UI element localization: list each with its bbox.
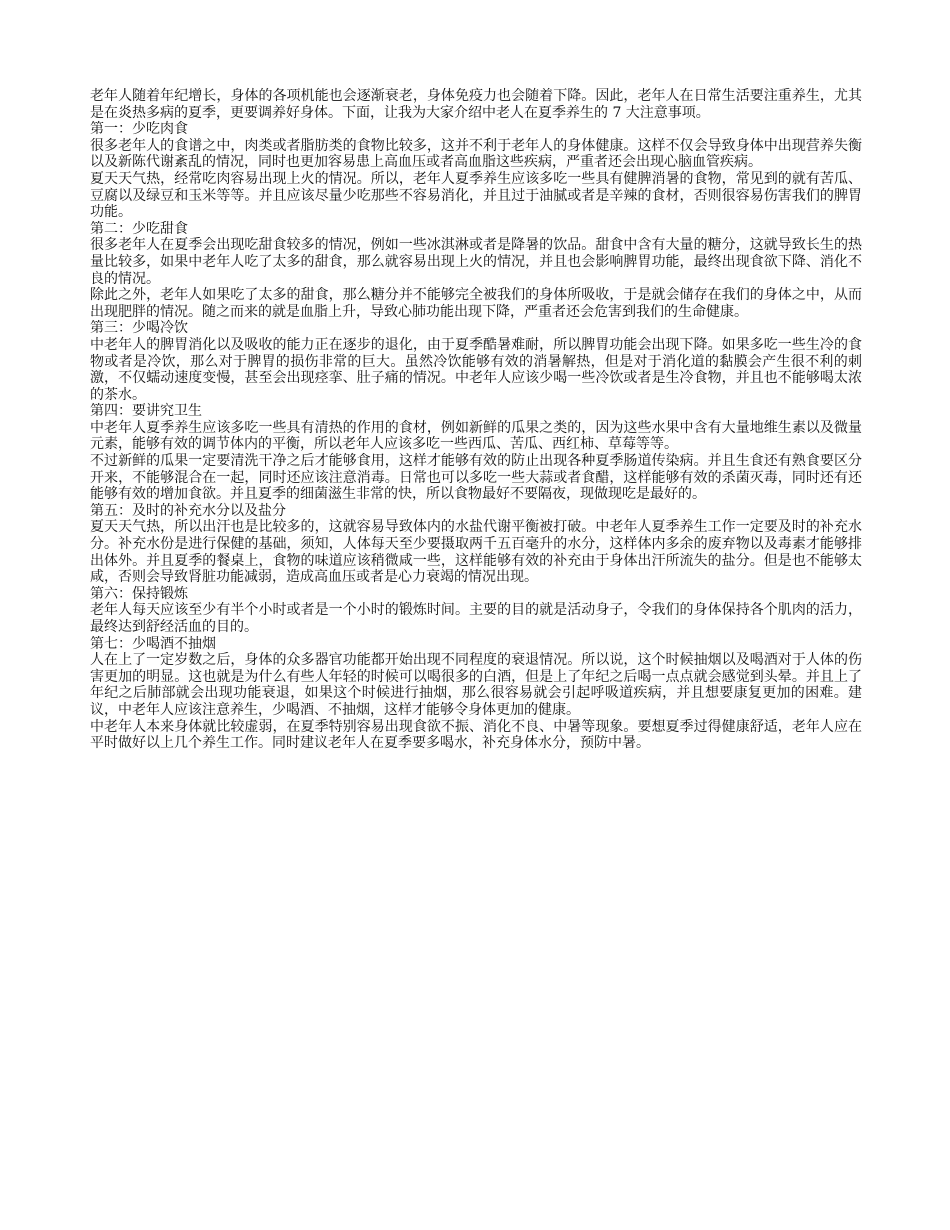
section-1-paragraph-2: 夏天天气热，经常吃肉容易出现上火的情况。所以，老年人夏季养生应该多吃一些具有健脾消暑的食物，常见到的就有苦瓜、豆腐以及绿豆和玉米等等。并且应该尽量少吃那些不容易消化，并且过于油腻或者是辛辣的食材，否则很容易伤害我们的脾胃功能。 — [90, 170, 862, 221]
article-body — [90, 88, 862, 752]
section-2-paragraph-2: 除此之外，老年人如果吃了太多的甜食，那么糖分并不能够完全被我们的身体所吸收，于是就会储存在我们的身体之中，从而出现肥胖的情况。随之而来的就是血脂上升，导致心肺功能出现下降，严重者还会危害到我们的生命健康。 — [90, 287, 862, 320]
section-6-paragraph-1: 老年人每天应该至少有半个小时或者是一个小时的锻炼时间。主要的目的就是活动身子，令我们的身体保持各个肌肉的活力，最终达到舒经活血的目的。 — [90, 602, 862, 635]
section-4-paragraph-2: 不过新鲜的瓜果一定要清洗干净之后才能够食用，这样才能够有效的防止出现各种夏季肠道传染病。并且生食还有熟食要区分开来，不能够混合在一起，同时还应该注意消毒。日常也可以多吃一些大蒜或者食醋，这样能够有效的杀菌灭毒，同时还有还能够有效的增加食欲。并且夏季的细菌滋生非常的快，所以食物最好不要隔夜，现做现吃是最好的。 — [90, 453, 862, 503]
section-heading-7: 第七：少喝酒不抽烟 — [90, 635, 216, 652]
section-heading-5: 第五：及时的补充水分以及盐分 — [90, 502, 286, 519]
section-heading-1: 第一：少吃肉食 — [90, 121, 188, 138]
section-2-paragraph-1: 很多老年人在夏季会出现吃甜食较多的情况，例如一些冰淇淋或者是降暑的饮品。甜食中含有大量的糖分，这就导致长生的热量比较多，如果中老年人吃了太多的甜食，那么就容易出现上火的情况，并且也会影响脾胃功能，最终出现食欲下降、消化不良的情况。 — [90, 237, 862, 287]
section-1-paragraph-1: 很多老年人的食谱之中，肉类或者脂肪类的食物比较多，这并不利于老年人的身体健康。这样不仅会导致身体中出现营养失衡以及新陈代谢紊乱的情况，同时也更加容易患上高血压或者高血脂这些疾病，严重者还会出现心脑血管疾病。 — [90, 137, 862, 171]
section-7-paragraph-1: 人在上了一定岁数之后，身体的众多器官功能都开始出现不同程度的衰退情况。所以说，这个时候抽烟以及喝酒对于人体的伤害更加的明显。这也就是为什么有些人年轻的时候可以喝很多的白酒，但是上了年纪之后喝一点点就会感觉到头晕。并且上了年纪之后肺部就会出现功能衰退，如果这个时候进行抽烟，那么很容易就会引起呼吸道疾病，并且想要康复更加的困难。建议，中老年人应该注意养生，少喝酒、不抽烟，这样才能够令身体更加的健康。 — [90, 652, 862, 718]
section-heading-4: 第四：要讲究卫生 — [90, 403, 202, 420]
intro-paragraph: 老年人随着年纪增长，身体的各项机能也会逐渐衰老，身体免疫力也会随着下降。因此，老年人在日常生活要注重养生，尤其是在炎热多病的夏季，更要调养好身体。下面，让我为大家介绍中老人在夏季养生的 7 大注意事项。 — [90, 88, 862, 121]
section-heading-3: 第三：少喝冷饮 — [90, 320, 188, 337]
conclusion-paragraph: 中老年人本来身体就比较虚弱，在夏季特别容易出现食欲不振、消化不良、中暑等现象。要想夏季过得健康舒适，老年人应在平时做好以上几个养生工作。同时建议老年人在夏季要多喝水，补充身体水分，预防中暑。 — [90, 718, 862, 752]
section-heading-2: 第二：少吃甜食 — [90, 220, 188, 237]
section-4-paragraph-1: 中老年人夏季养生应该多吃一些具有清热的作用的食材，例如新鲜的瓜果之类的，因为这些水果中含有大量地维生素以及微量元素，能够有效的调节体内的平衡，所以老年人应该多吃一些西瓜、苦瓜、西红柿、草莓等等。 — [90, 419, 862, 453]
section-heading-6: 第六：保持锻炼 — [90, 585, 188, 602]
section-5-paragraph-1: 夏天天气热，所以出汗也是比较多的，这就容易导致体内的水盐代谢平衡被打破。中老年人夏季养生工作一定要及时的补充水分。补充水份是进行保健的基础，须知，人体每天至少要摄取两千五百毫升的水分，这样体内多余的废弃物以及毒素才能够排出体外。并且夏季的餐桌上，食物的味道应该稍微咸一些，这样能够有效的补充由于身体出汗所流失的盐分。但是也不能够太咸，否则会导致肾脏功能减弱，造成高血压或者是心力衰竭的情况出现。 — [90, 519, 862, 586]
section-3-paragraph-1: 中老年人的脾胃消化以及吸收的能力正在逐步的退化，由于夏季酷暑难耐，所以脾胃功能会出现下降。如果多吃一些生冷的食物或者是冷饮，那么对于脾胃的损伤非常的巨大。虽然冷饮能够有效的消暑解热，但是对于消化道的黏膜会产生很不利的刺激，不仅蠕动速度变慢，甚至会出现痉挛、肚子痛的情况。中老年人应该少喝一些冷饮或者是生冷食物，并且也不能够喝太浓的茶水。 — [90, 336, 862, 403]
